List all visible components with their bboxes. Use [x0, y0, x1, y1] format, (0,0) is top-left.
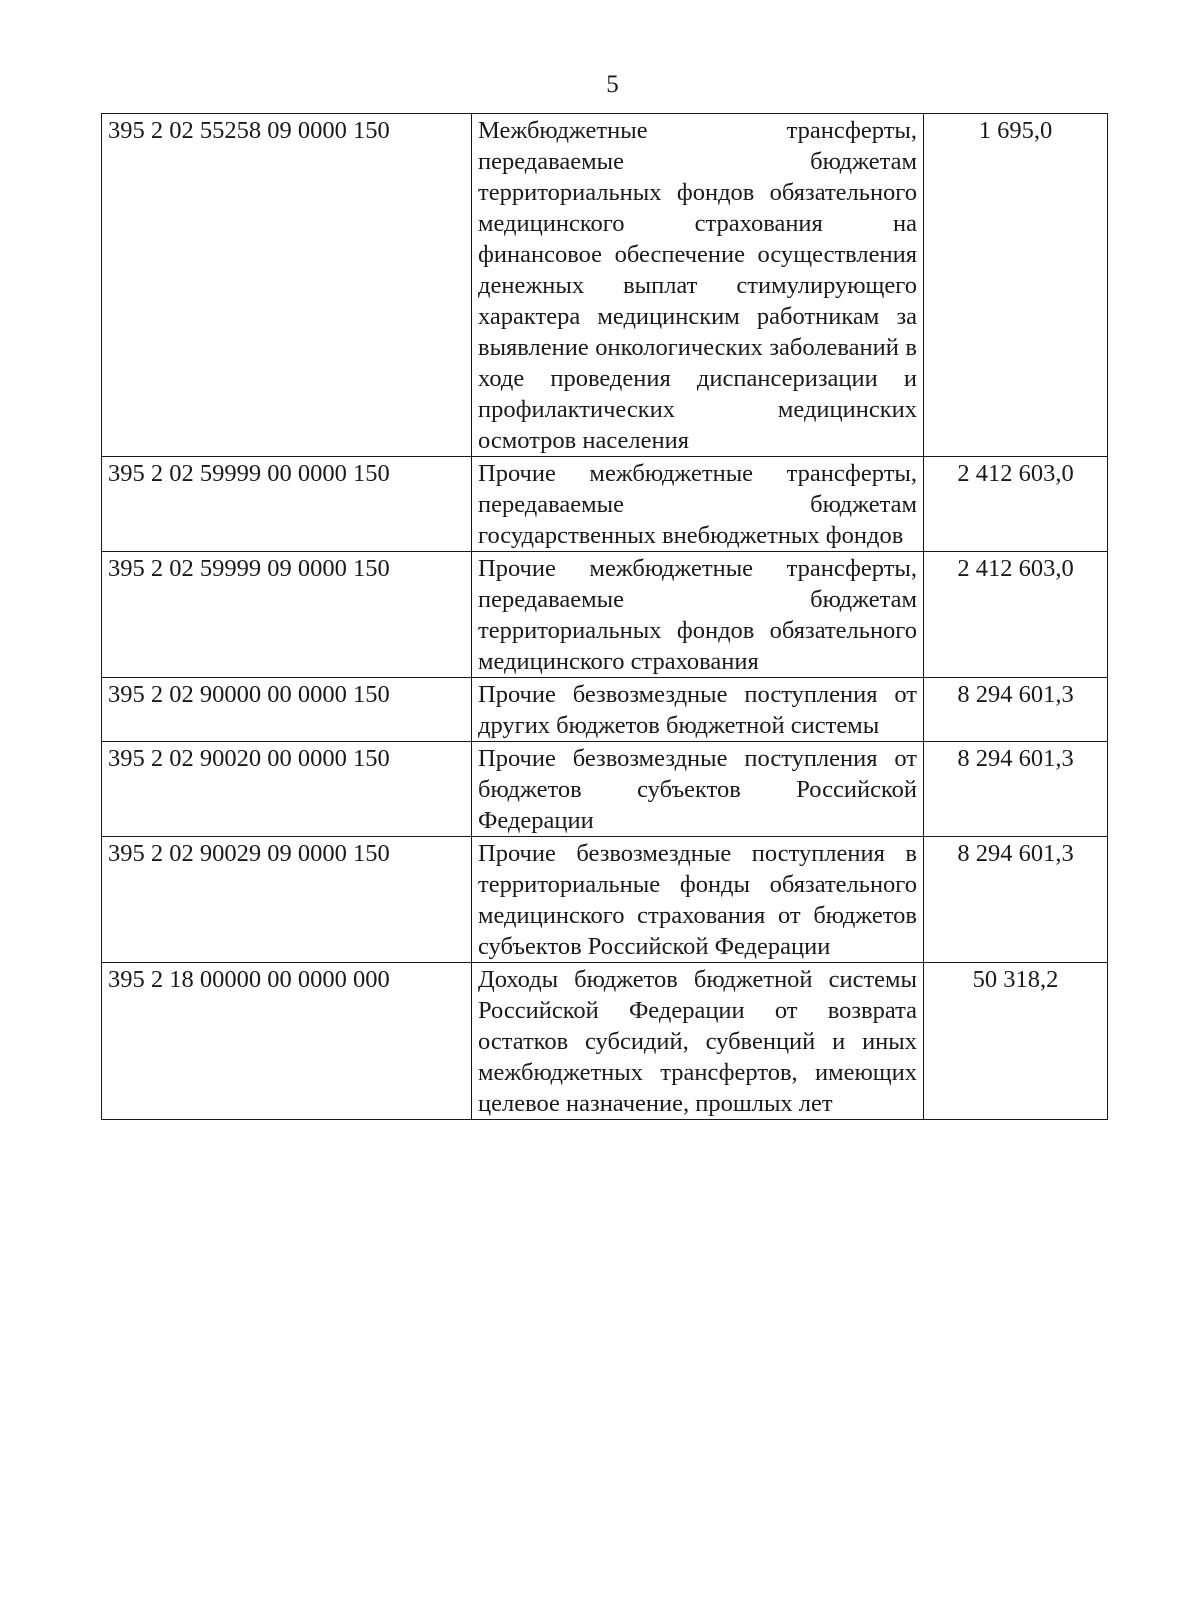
amount-cell: 8 294 601,3 — [924, 742, 1108, 837]
revenue-name-cell: Прочие безвозмездные поступления от других бюджетов бюджетной системы — [472, 678, 924, 742]
amount-cell: 2 412 603,0 — [924, 552, 1108, 678]
budget-code-cell: 395 2 02 90029 09 0000 150 — [102, 837, 472, 963]
table-row — [102, 678, 1108, 742]
amount-cell: 8 294 601,3 — [924, 678, 1108, 742]
revenue-name-cell: Доходы бюджетов бюджетной системы Российской Федерации от возврата остатков субсидий, субвенций и иных межбюджетных трансфертов, имеющих целевое назначение, прошлых лет — [472, 963, 924, 1120]
budget-revenue-table — [101, 113, 1108, 1120]
budget-code-cell: 395 2 02 90000 00 0000 150 — [102, 678, 472, 742]
revenue-name-cell: Прочие межбюджетные трансферты, передаваемые бюджетам территориальных фондов обязательного медицинского страхования — [472, 552, 924, 678]
page-number: 5 — [606, 71, 619, 98]
budget-code-cell: 395 2 02 55258 09 0000 150 — [102, 114, 472, 457]
amount-cell: 2 412 603,0 — [924, 457, 1108, 552]
budget-code-cell: 395 2 02 90020 00 0000 150 — [102, 742, 472, 837]
budget-code-cell: 395 2 18 00000 00 0000 000 — [102, 963, 472, 1120]
revenue-name-cell: Межбюджетные трансферты, передаваемые бюджетам территориальных фондов обязательного медицинского страхования на финансовое обеспечение осуществления денежных выплат стимулирующего характера медицинским работникам за выявление онкологических заболеваний в ходе проведения диспансеризации и профилактических медицинских осмотров населения — [472, 114, 924, 457]
revenue-name-cell: Прочие безвозмездные поступления от бюджетов субъектов Российской Федерации — [472, 742, 924, 837]
budget-code-cell: 395 2 02 59999 00 0000 150 — [102, 457, 472, 552]
table-row — [102, 457, 1108, 552]
revenue-name-cell: Прочие межбюджетные трансферты, передаваемые бюджетам государственных внебюджетных фондов — [472, 457, 924, 552]
revenue-name-cell: Прочие безвозмездные поступления в территориальные фонды обязательного медицинского страхования от бюджетов субъектов Российской Федерации — [472, 837, 924, 963]
table-row — [102, 552, 1108, 678]
amount-cell: 50 318,2 — [924, 963, 1108, 1120]
amount-cell: 8 294 601,3 — [924, 837, 1108, 963]
table-row — [102, 837, 1108, 963]
amount-cell: 1 695,0 — [924, 114, 1108, 457]
table-row — [102, 114, 1108, 457]
budget-code-cell: 395 2 02 59999 09 0000 150 — [102, 552, 472, 678]
table-row — [102, 742, 1108, 837]
table-row — [102, 963, 1108, 1120]
